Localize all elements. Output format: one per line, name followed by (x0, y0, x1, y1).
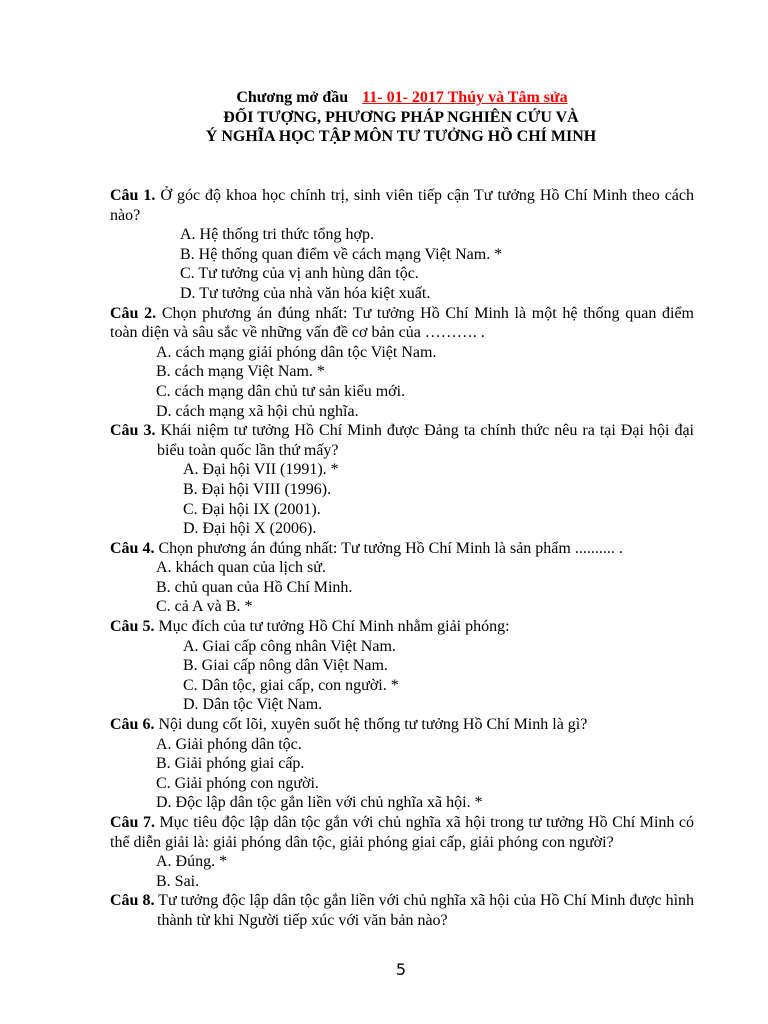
question-text: Mục đích của tư tưởng Hồ Chí Minh nhằm giải phóng: (154, 618, 510, 636)
question-text: Ở góc độ khoa học chính trị, sinh viên tiếp cận Tư tưởng Hồ Chí Minh theo cách nào? (110, 187, 695, 224)
option-a: A. khách quan của lịch sử. (156, 559, 326, 577)
option-d: D. Độc lập dân tộc gắn liền với chủ nghĩa xã hội. * (156, 794, 483, 812)
question-label: Câu 4. (110, 539, 155, 557)
option-a: A. Giai cấp công nhân Việt Nam. (183, 637, 396, 655)
option-b: B. chủ quan của Hồ Chí Minh. (156, 578, 353, 596)
question-text: Tư tưởng độc lập dân tộc gắn liền với chủ nghĩa xã hội của Hồ Chí Minh được hình thành từ khi Người tiếp xúc với văn bản nào? (154, 892, 695, 929)
question-label: Câu 3. (110, 422, 156, 440)
question-2 (110, 304, 694, 343)
question-label: Câu 6. (110, 716, 155, 734)
document-header (0, 88, 768, 147)
question-4 (110, 539, 694, 559)
question-text: Nội dung cốt lõi, xuyên suốt hệ thống tư tưởng Hồ Chí Minh là gì? (154, 716, 588, 734)
question-label: Câu 1. (110, 187, 156, 204)
revision-note: 11- 01- 2017 Thúy và Tâm sửa (362, 89, 568, 106)
header-line-1 (0, 88, 768, 108)
option-d: D. Tư tưởng của nhà văn hóa kiệt xuất. (180, 284, 431, 302)
option-c: C. Giải phóng con người. (156, 774, 319, 792)
question-text: Chọn phương án đúng nhất: Tư tưởng Hồ Chí Minh là một hệ thống quan điểm toàn diện và sâu sắc về những vấn đề cơ bản của ………. . (110, 304, 695, 342)
question-text: Chọn phương án đúng nhất: Tư tưởng Hồ Chí Minh là sản phẩm .......... . (154, 539, 623, 557)
option-b: B. cách mạng Việt Nam. * (156, 363, 325, 381)
option-a: A. Hệ thống tri thức tổng hợp. (180, 226, 374, 244)
option-d: D. Đại hội X (2006). (183, 520, 317, 538)
option-a: A. Giải phóng dân tộc. (156, 735, 302, 753)
document-title-line-1: ĐỐI TƯỢNG, PHƯƠNG PHÁP NGHIÊN CỨU VÀ (223, 108, 579, 126)
option-b: B. Đại hội VIII (1996). (183, 480, 332, 498)
chapter-label: Chương mở đầu (236, 89, 349, 106)
question-label: Câu 2. (110, 304, 157, 322)
option-d: D. Dân tộc Việt Nam. (183, 696, 323, 714)
option-a: A. cách mạng giải phóng dân tộc Việt Nam. (156, 343, 437, 361)
page-number: 5 (395, 960, 407, 979)
question-8 (110, 891, 694, 930)
question-3 (110, 421, 694, 460)
option-c: C. Dân tộc, giai cấp, con người. * (183, 676, 399, 694)
question-label: Câu 8. (110, 892, 155, 910)
option-b: B. Giai cấp nông dân Việt Nam. (183, 657, 388, 675)
questions-list (110, 186, 694, 931)
option-b: B. Hệ thống quan điểm về cách mạng Việt Nam. * (180, 245, 503, 263)
question-label: Câu 7. (110, 814, 155, 831)
option-c: C. Tư tưởng của vị anh hùng dân tộc. (180, 265, 419, 283)
option-c: C. cả A và B. * (156, 598, 253, 616)
option-b: B. Sai. (156, 872, 200, 890)
question-text: Khái niệm tư tưởng Hồ Chí Minh được Đảng ta chính thức nêu ra tại Đại hội đại biểu toàn quốc lần thứ mấy? (155, 422, 694, 459)
question-text: Mục tiêu độc lập dân tộc gắn với chủ nghĩa xã hội trong tư tưởng Hồ Chí Minh có thể diễn giải là: giải phóng dân tộc, giải phóng giai cấp, giải phóng con người? (110, 814, 695, 851)
question-7 (110, 813, 694, 852)
option-a: A. Đúng. * (156, 853, 228, 871)
option-c: C. Đại hội IX (2001). (183, 500, 321, 518)
question-5 (110, 617, 694, 637)
option-a: A. Đại hội VII (1991). * (183, 461, 339, 479)
question-label: Câu 5. (110, 618, 155, 636)
question-1 (110, 186, 694, 225)
option-d: D. cách mạng xã hội chủ nghĩa. (156, 402, 359, 420)
option-b: B. Giải phóng giai cấp. (156, 755, 305, 773)
question-6 (110, 715, 694, 735)
document-title-line-2: Ý NGHĨA HỌC TẬP MÔN TƯ TƯỞNG HỒ CHÍ MINH (205, 128, 597, 145)
option-c: C. cách mạng dân chủ tư sản kiểu mới. (156, 382, 406, 400)
